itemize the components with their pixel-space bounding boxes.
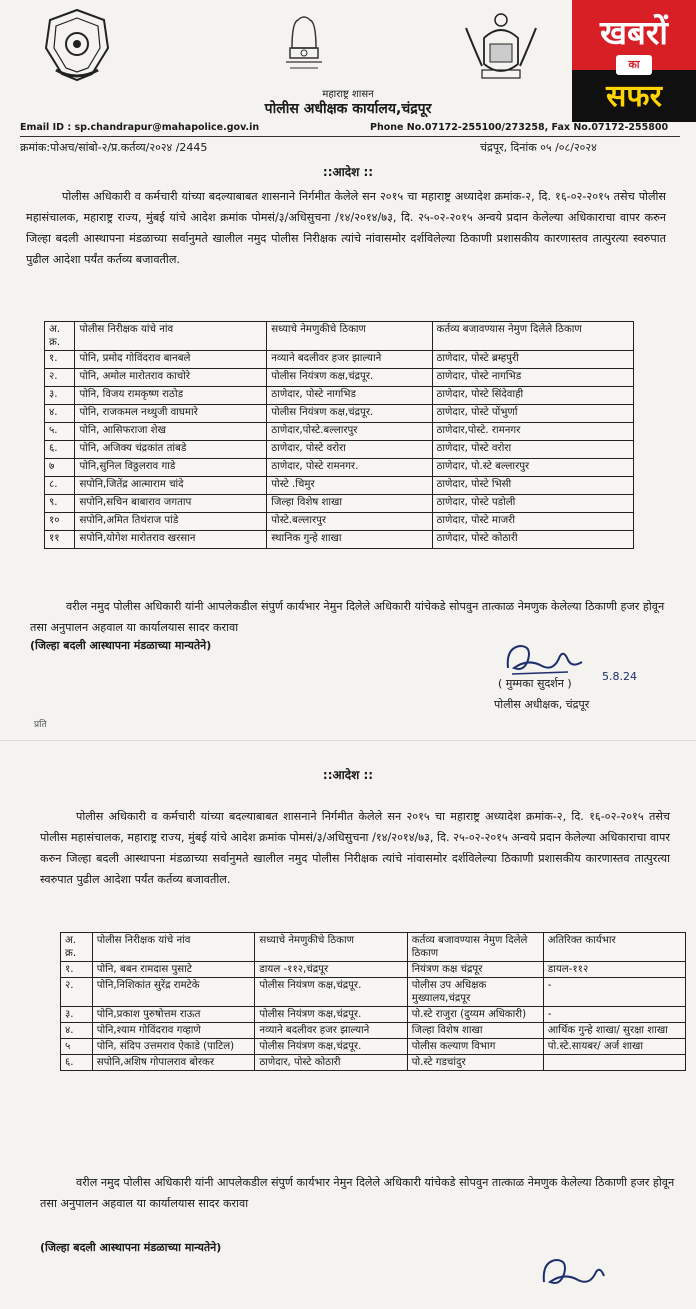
table-row [61,1007,686,1023]
table-cell: पोस्टे.बल्लारपुर [267,513,432,531]
table-cell: सपोनि,अशिष गोपालराव बोरकर [92,1055,255,1071]
table-cell: ठाणेदार, पोस्टे नागभिड [267,387,432,405]
table-cell: १. [45,351,75,369]
table-cell: ६. [61,1055,93,1071]
table-cell: ठाणेदार, पोस्टे वरोरा [432,441,634,459]
table-cell: पोनि, अमोल मारोतराव काचोरे [75,369,267,387]
table-cell: २. [45,369,75,387]
reference-number: क्रमांक:पोअच/सांबो-२/प्र.कर्तव्य/२०२४ /2445 [20,141,208,154]
signature-icon [498,638,588,680]
table-cell: डायल-११२ [543,962,685,978]
table-row [61,1055,686,1071]
copy-label: प्रति [34,720,47,730]
table-row [45,477,634,495]
table-cell [543,1055,685,1071]
column-header: सध्याचे नेमणुकीचे ठिकाण [267,322,432,351]
national-emblem-icon [276,8,332,82]
signer-designation: पोलीस अधीक्षक, चंद्रपूर [494,698,590,711]
logo-text-top: खबरों [572,0,696,70]
table-cell: ठाणेदार, पोस्टे नागभिड [432,369,634,387]
table-cell: सपोनि,योगेश मारोतराव खरसान [75,531,267,549]
table-cell: पोलीस नियंत्रण कक्ष,चंद्रपूर. [255,978,407,1007]
table-cell: पोनि, विजय रामकृष्ण राठोड [75,387,267,405]
table-row [45,351,634,369]
table-cell: - [543,1007,685,1023]
signature-icon [536,1252,616,1292]
logo-text-mid: का [616,55,652,75]
table-cell: जिल्हा विशेष शाखा [407,1023,543,1039]
table-cell: नव्याने बदलीवर हजर झाल्याने [267,351,432,369]
table-cell: - [543,978,685,1007]
table-cell: १० [45,513,75,531]
table-cell: पोनि,निशिकांत सुरेंद्र रामटेके [92,978,255,1007]
column-header: अ. क्र. [45,322,75,351]
table-cell: ठाणेदार, पो.स्टे बल्लारपुर [432,459,634,477]
table-row [61,1023,686,1039]
office-name: पोलीस अधीक्षक कार्यालय,चंद्रपूर [264,101,432,117]
table-cell: पोनि,श्याम गोविंदराव गव्हाणे [92,1023,255,1039]
table-row [45,441,634,459]
table-cell: नियंत्रण कक्ष चंद्रपूर [407,962,543,978]
order2-footer: वरील नमुद पोलीस अधिकारी यांनी आपलेकडील संपुर्ण कार्यभार नेमुन दिलेले अधिकारी यांचेकडे सोपवुन तात्काळ नेमणुक केलेल्या ठिकाणी हजर होवून तसा अनुपालन अहवाल या कार्यालयास सादर करावा [40,1176,675,1210]
table-cell: ठाणेदार, पोस्टे माजरी [432,513,634,531]
table-cell: ५ [61,1039,93,1055]
column-header: अ. क्र. [61,933,93,962]
table-row [45,423,634,441]
order1-intro: पोलीस अधिकारी व कर्मचारी यांच्या बदल्याबाबत शासनाने निर्गमीत केलेले सन २०१५ चा महाराष्ट्र अध्यादेश क्रमांक-२, दि. १६-०२-२०१५ तसेच पोलीस महासंचालक, महाराष्ट्र राज्य, मुंबई यांचे आदेश क्रमांक पोमसं/३/अधिसुचना /१४/२०१४/७३, दि. २५-०२-२०१५ अन्वये प्रदान केलेल्या अधिकाराचा वापर करुन जिल्हा बदली आस्थापना मंडळाच्या सर्वानुमते खालील नमुद पोलीस निरीक्षक त्यांचे नांवासमोर दर्शविलेल्या ठिकाणी प्रशासकीय कारणास्तव तात्पुरत्या स्वरुपात पुढील आदेशा पर्यंत कर्तव्य बजावतील. [26,190,666,266]
table-cell: पोनि, प्रमोद गोविंदराव बानबले [75,351,267,369]
column-header: कर्तव्य बजावण्यास नेमुण दिलेले ठिकाण [432,322,634,351]
table-row [45,495,634,513]
table-cell: ठाणेदार, पोस्टे ब्रम्हपुरी [432,351,634,369]
table-cell: ठाणेदार, पोस्टे वरोरा [267,441,432,459]
table-cell: ८. [45,477,75,495]
table-row [45,369,634,387]
table-cell: ३. [45,387,75,405]
order2-table [60,932,686,1071]
table-row [45,459,634,477]
column-header: कर्तव्य बजावण्यास नेमुण दिलेले ठिकाण [407,933,543,962]
column-header: सध्याचे नेमणुकीचे ठिकाण [255,933,407,962]
table-cell: पोनि, बबन रामदास पुसाटे [92,962,255,978]
table-cell: ठाणेदार,पोस्टे. रामनगर [432,423,634,441]
table-cell: ५. [45,423,75,441]
table-cell: पोलीस नियंत्रण कक्ष,चंद्रपूर. [267,369,432,387]
table-cell: ९. [45,495,75,513]
table-cell: पोनि, राजकमल नथ्थुजी वाघमारे [75,405,267,423]
table-cell: ठाणेदार, पोस्टे पोंभुर्णा [432,405,634,423]
table-cell: पोलीस उप अधिक्षक मुख्यालय,चंद्रपूर [407,978,543,1007]
table-cell: पोनि, अजिक्य चंद्रकांत तांबडे [75,441,267,459]
signer-name: ( मुम्मका सुदर्शन ) [498,677,572,690]
table-cell: स्थानिक गुन्हे शाखा [267,531,432,549]
order1-footer: वरील नमुद पोलीस अधिकारी यांनी आपलेकडील संपुर्ण कार्यभार नेमुन दिलेले अधिकारी यांचेकडे सोपवुन तात्काळ नेमणुक केलेल्या ठिकाणी हजर होवून तसा अनुपालन अहवाल या कार्यालयास सादर करावा [30,600,665,634]
table-cell: सपोनि,अमित तिथंराज पांडे [75,513,267,531]
table-cell: ३. [61,1007,93,1023]
email-address: Email ID : sp.chandrapur@mahapolice.gov.in [20,122,260,133]
table-row [45,531,634,549]
table-cell: पोनि, संदिप उत्तमराव ऐकाडे (पाटिल) [92,1039,255,1055]
table-cell: १. [61,962,93,978]
order2-approval: (जिल्हा बदली आस्थापना मंडळाच्या मान्यतेने) [40,1241,222,1254]
table-cell: पोनि, आसिफराजा शेख [75,423,267,441]
order2-title: ::आदेश :: [322,768,374,782]
table-cell: जिल्हा विशेष शाखा [267,495,432,513]
table-cell: सपोनि,सचिन बाबाराव जगताप [75,495,267,513]
page-divider [0,740,696,741]
table-cell: पोलीस नियंत्रण कक्ष,चंद्रपूर. [255,1039,407,1055]
table-cell: ७ [45,459,75,477]
table-row [45,405,634,423]
table-cell: आर्थिक गुन्हे शाखा/ सुरक्षा शाखा [543,1023,685,1039]
table-cell: नव्याने बदलीवर हजर झाल्याने [255,1023,407,1039]
order1-title: ::आदेश :: [322,165,374,179]
table-cell: ठाणेदार, पोस्टे भिसी [432,477,634,495]
table-header-row [61,933,686,962]
table-cell: पोलीस कल्याण विभाग [407,1039,543,1055]
table-cell: ४. [61,1023,93,1039]
order2-intro: पोलीस अधिकारी व कर्मचारी यांच्या बदल्याबाबत शासनाने निर्गमीत केलेले सन २०१५ चा महाराष्ट्र अध्यादेश क्रमांक-२, दि. १६-०२-२०१५ तसेच पोलीस महासंचालक, महाराष्ट्र राज्य, मुंबई यांचे आदेश क्रमांक पोमसं/३/अधिसुचना /१४/२०१४/७३, दि. २५-०२-२०१५ अन्वये प्रदान केलेल्या अधिकाराचा वापर करुन जिल्हा बदली आस्थापना मंडळाच्या सर्वानुमते खालील नमुद पोलीस निरीक्षक त्यांचे नांवासमोर दर्शविलेल्या ठिकाणी प्रशासकीय कारणास्तव तात्पुरत्या स्वरुपात पुढील आदेशा पर्यंत कर्तव्य बजावतील. [40,810,670,886]
table-row [61,962,686,978]
table-cell: डायल -११२,चंद्रपूर [255,962,407,978]
table-cell: ११ [45,531,75,549]
table-cell: पोनि,प्रकाश पुरुषोत्तम राऊत [92,1007,255,1023]
logo-text-bottom: सफर [606,79,662,114]
table-cell: ठाणेदार, पोस्टे कोठारी [255,1055,407,1071]
order1-approval: (जिल्हा बदली आस्थापना मंडळाच्या मान्यतेने) [30,639,212,652]
table-row [45,387,634,405]
table-row [61,1039,686,1055]
header-divider [20,136,680,137]
signature-date: 5.8.24 [602,670,637,683]
column-header: अतिरिक्त कार्यभार [543,933,685,962]
table-cell: पोलीस नियंत्रण कक्ष,चंद्रपूर. [255,1007,407,1023]
order-date: चंद्रपूर, दिनांक ०५ /०८/२०२४ [480,141,597,154]
table-cell: पोलीस नियंत्रण कक्ष,चंद्रपूर. [267,405,432,423]
column-header: पोलीस निरीक्षक यांचे नांव [75,322,267,351]
table-cell: पो.स्टे गडचांदुर [407,1055,543,1071]
government-name: महाराष्ट्र शासन [322,89,374,100]
table-cell: ठाणेदार, पोस्टे रामनगर. [267,459,432,477]
column-header: पोलीस निरीक्षक यांचे नांव [92,933,255,962]
table-cell: ठाणेदार, पोस्टे कोठारी [432,531,634,549]
table-cell: पोनि,सुनिल विठ्ठलराव गाडे [75,459,267,477]
table-cell: पो.स्टे राजुरा (दुय्यम अधिकारी) [407,1007,543,1023]
table-cell: पोस्टे .चिमुर [267,477,432,495]
table-cell: ठाणेदार, पोस्टे पडोली [432,495,634,513]
phone-fax: Phone No.07172-255100/273258, Fax No.07172-255800 [370,122,669,133]
table-cell: ठाणेदार,पोस्टे.बल्लारपुर [267,423,432,441]
order1-table [44,321,634,549]
district-crest-icon [460,8,542,82]
table-cell: ४. [45,405,75,423]
table-cell: ६. [45,441,75,459]
table-cell: सपोनि,जितेंद्र आत्माराम चांदे [75,477,267,495]
table-cell: ठाणेदार, पोस्टे सिंदेवाही [432,387,634,405]
table-row [45,513,634,531]
table-cell: पो.स्टे.सायबर/ अर्ज शाखा [543,1039,685,1055]
contact-line [20,122,680,136]
table-header-row [45,322,634,351]
table-row [61,978,686,1007]
maharashtra-police-emblem-icon [42,8,112,82]
table-cell: २. [61,978,93,1007]
